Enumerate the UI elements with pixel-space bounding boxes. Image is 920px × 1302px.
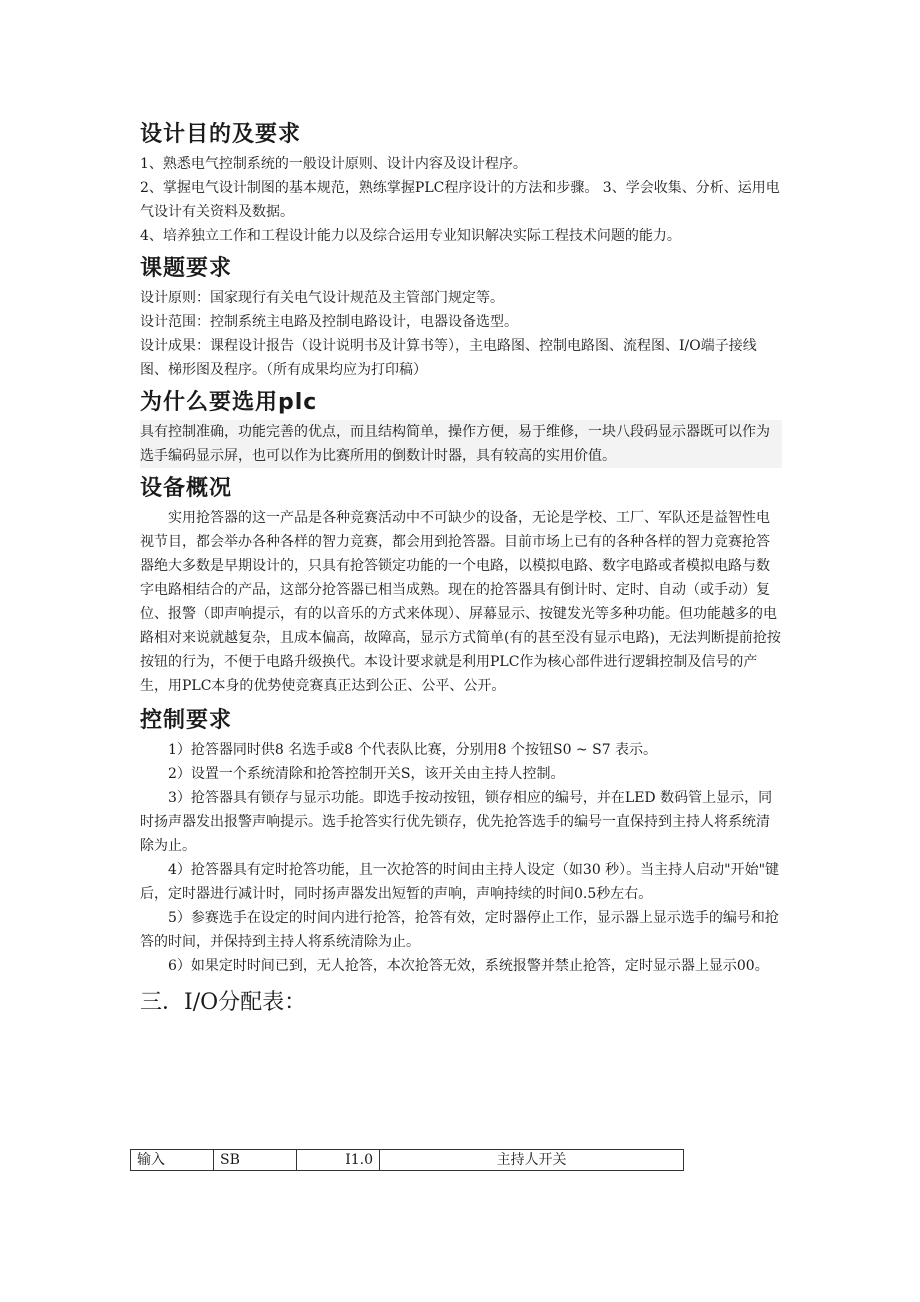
section-requirements <box>140 252 782 382</box>
section-why-plc <box>140 386 782 468</box>
paragraph: 设计原则：国家现行有关电气设计规范及主管部门规定等。 <box>140 290 504 306</box>
section-control <box>140 704 782 978</box>
table-row <box>131 1150 684 1171</box>
section-heading: 设备概况 <box>140 476 233 501</box>
section-heading: 控制要求 <box>140 708 233 733</box>
section-purpose <box>140 118 782 248</box>
document-body <box>140 118 782 1020</box>
list-item: 4）抢答器具有定时抢答功能，且一次抢答的时间由主持人设定（如30 秒）。当主持人启动"开始"键后，定时器进行减计时，同时扬声器发出短暂的声响，声响持续的时间0.5秒左右。 <box>140 862 780 902</box>
io-allocation-table <box>130 1149 684 1171</box>
table-cell-symbol: SB <box>214 1150 297 1171</box>
paragraph: 1、熟悉电气控制系统的一般设计原则、设计内容及设计程序。 <box>140 156 527 172</box>
paragraph: 实用抢答器的这一产品是各种竞赛活动中不可缺少的设备，无论是学校、工厂、军队还是益智性电视节目，都会举办各种各样的智力竞赛，都会用到抢答器。目前市场上已有的各种各样的智力竞赛抢答器绝大多数是早期设计的，只具有抢答锁定功能的一个电路，以模拟电路、数字电路或者模拟电路与数字电路相结合的产品，这部分抢答器已相当成熟。现在的抢答器具有倒计时、定时、自动（或手动）复位、报警（即声响提示，有的以音乐的方式来体现）、屏幕显示、按键发光等多种功能。但功能越多的电路相对来说就越复杂，且成本偏高，故障高，显示方式简单(有的甚至没有显示电路)，无法判断提前抢按按钮的行为，不便于电路升级换代。本设计要求就是利用PLC作为核心部件进行逻辑控制及信号的产生，用PLC本身的优势使竞赛真正达到公正、公平、公开。 <box>140 510 781 694</box>
list-item: 1）抢答器同时供8 名选手或8 个代表队比赛，分别用8 个按钮S0 ~ S7 表示。 <box>168 742 658 758</box>
paragraph: 4、培养独立工作和工程设计能力以及综合运用专业知识解决实际工程技术问题的能力。 <box>140 228 681 244</box>
paragraph: 具有控制准确，功能完善的优点，而且结构简单，操作方便，易于维修，一块八段码显示器既可以作为选手编码显示屏，也可以作为比赛所用的倒数计时器，具有较高的实用价值。 <box>140 420 782 468</box>
paragraph: 2、掌握电气设计制图的基本规范，熟练掌握PLC程序设计的方法和步骤。 3、学会收集、分析、运用电气设计有关资料及数据。 <box>140 180 780 220</box>
section-heading: 课题要求 <box>140 256 233 281</box>
io-table-heading: 三．I/O分配表： <box>140 990 307 1015</box>
table-cell-address: I1.0 <box>297 1150 380 1171</box>
table-cell-type: 输入 <box>131 1150 214 1171</box>
table-cell-description: 主持人开关 <box>380 1150 684 1171</box>
paragraph: 设计成果：课程设计报告（设计说明书及计算书等），主电路图、控制电路图、流程图、I/O端子接线图、梯形图及程序。（所有成果均应为打印稿） <box>140 338 757 378</box>
list-item: 6）如果定时时间已到，无人抢答，本次抢答无效，系统报警并禁止抢答，定时显示器上显示00。 <box>168 958 769 974</box>
section-overview <box>140 472 782 698</box>
list-item: 3）抢答器具有锁存与显示功能。即选手按动按钮，锁存相应的编号，并在LED 数码管上显示，同时扬声器发出报警声响提示。选手抢答实行优先锁存，优先抢答选手的编号一直保持到主持人将系统清除为止。 <box>140 790 773 854</box>
paragraph: 设计范围：控制系统主电路及控制电路设计，电器设备选型。 <box>140 314 518 330</box>
list-item: 2）设置一个系统清除和抢答控制开关S，该开关由主持人控制。 <box>168 766 565 782</box>
section-heading: 为什么要选用plc <box>140 390 318 415</box>
section-heading: 设计目的及要求 <box>140 122 302 147</box>
list-item: 5）参赛选手在设定的时间内进行抢答，抢答有效，定时器停止工作，显示器上显示选手的编号和抢答的时间，并保持到主持人将系统清除为止。 <box>140 910 779 950</box>
